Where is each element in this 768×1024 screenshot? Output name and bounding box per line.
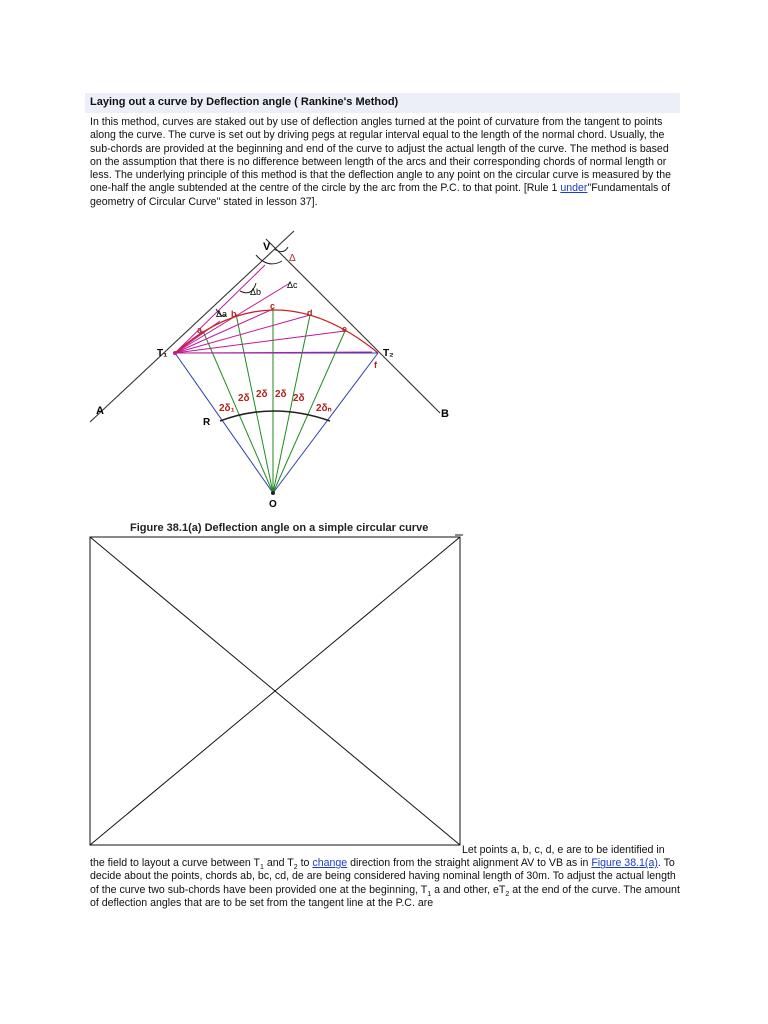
figure-caption: Figure 38.1(a) Deflection angle on a simple circular curve [130,522,429,534]
label-t2: T₂ [383,348,394,359]
label-2delta-b: 2δ [256,389,268,400]
label-t1: T₁ [157,348,168,359]
intro-text-1: In this method, curves are staked out by use of deflection angles turned at the point of curvature from the tangent to points along the curve. The curve is set out by driving pegs at regular interval equal to the length of the normal chord. Usually, the sub-chords are provided at the beginning and end of the curve to adjust the actual length of the curve. The method is based on the assumption that there is no difference between length of the arcs and their corresponding chords of normal length or less. The underlying principle of this method is that the deflection angle to any point on the circular curve is measured by the one-half the angle subtended at the centre of the circle by the arc from the P.C. to that point. [Rule 1 [90,116,672,195]
label-delta-a: Δa [216,309,228,319]
label-delta-b: Δb [250,287,262,297]
change-link[interactable]: change [312,857,348,870]
body-paragraph-2: Let points a, b, c, d, e are to be identified in the field to layout a curve between $T_1$ and $T_2$ to change direction from the straight alignment AV to VB as in Figure 38.1(a). To decide about the points, chords ab, bc, cd, de are being considered having nominal length of 30m. To adjust the actual length of the curve two sub-chords have been provided one at the beginning, $T_1$ a and other, $eT_2$ at the end of the curve. The amount of deflection angles that are to be set from the tangent line at the P.C. are [90,844,680,909]
under-link[interactable]: under [560,182,588,195]
label-2delta-a: 2δ [238,393,250,404]
label-b-point: B [441,408,449,420]
label-delta: Δ [289,253,296,264]
broken-image-placeholder [89,533,464,848]
t1-point [173,351,177,355]
section-heading: Laying out a curve by Deflection angle ( Rankine's Method) [90,96,399,108]
label-o: O [269,499,277,510]
label-b: b [231,309,237,319]
label-delta-c: Δc [287,280,298,290]
label-2delta-n: 2δₙ [316,403,332,414]
figure-link[interactable]: Figure 38.1(a) [591,857,658,870]
label-c: c [270,301,276,311]
radial-lines [203,309,348,493]
label-2delta-1: 2δ₁ [219,403,235,414]
deflection-angle-figure [80,225,480,515]
label-a-point: A [96,405,104,417]
label-f: f [374,360,377,370]
label-v: V [263,241,271,253]
label-e: e [342,324,348,334]
label-2delta-d: 2δ [293,393,305,404]
label-a: a [197,325,203,335]
label-r: R [203,417,211,428]
section-heading-bar [85,93,680,113]
label-2delta-c: 2δ [275,389,287,400]
centre-angle-arc [220,411,330,421]
intro-paragraph [90,116,680,209]
o-point [271,491,275,495]
intro-text-2: "Fundamentals of geometry of Circular Curve" stated in lesson 37]. [90,182,671,208]
label-d: d [307,308,313,318]
